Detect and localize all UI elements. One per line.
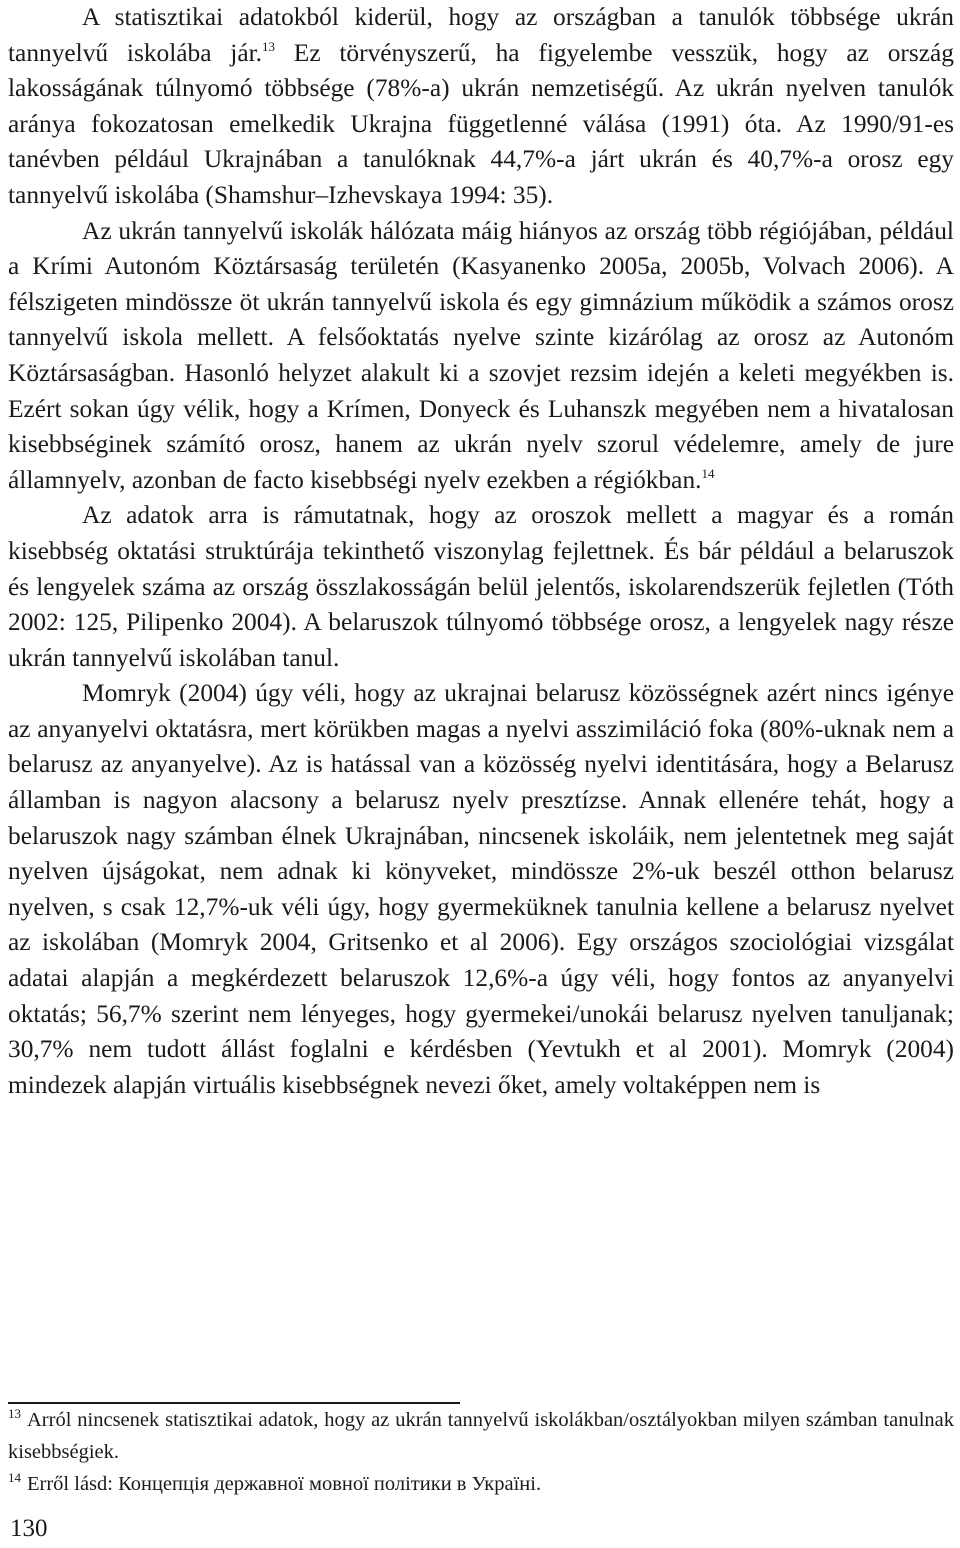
paragraph-2 xyxy=(8,214,954,499)
paragraph-1 xyxy=(8,0,954,214)
page-number: 130 xyxy=(10,1515,48,1542)
footnote-text: Arról nincsenek statisztikai adatok, hogy az ukrán tannyelvű iskolákban/osztályokban milyen számban tanulnak kisebbségiek. xyxy=(8,1409,954,1463)
footnote-ref-14[interactable]: 14 xyxy=(701,465,715,481)
paragraph-2-text: Az ukrán tannyelvű iskolák hálózata máig hiányos az ország több régiójában, például a Krími Autonóm Köztársaság területén (Kasyanenko 2005a, 2005b, Volvach 2006). A félszigeten mindössze öt ukrán tannyelvű iskola és egy gimnázium működik a számos orosz tannyelvű iskola mellett. A felsőoktatás nyelve szinte kizárólag az orosz az Autonóm Köztársaságban. Hasonló helyzet alakult ki a szovjet rezsim idején a keleti megyékben is. Ezért sokan úgy vélik, hogy a Krímen, Donyeck és Luhanszk megyében nem a hivatalosan kisebbséginek számító orosz, hanem az ukrán nyelv szorul védelemre, amely de jure államnyelv, azonban de facto kisebbségi nyelv ezekben a régiókban. xyxy=(8,216,954,494)
footnote-14 xyxy=(8,1468,954,1500)
paragraph-1-text-a: A statisztikai adatokból kiderül, hogy az országban a tanulók többsége ukrán tannyelvű iskolába jár. xyxy=(8,3,954,67)
footnote-marker: 14 xyxy=(8,1470,21,1485)
paragraph-3: Az adatok arra is rámutatnak, hogy az oroszok mellett a magyar és a román kisebbség oktatási struktúrája tekinthető viszonylag fejlettnek. És bár például a belaruszok és lengyelek száma az ország összlakosságán belül jelentős, iskolarendszerük fejletlen (Tóth 2002: 125, Pilipenko 2004). A belaruszok túlnyomó többsége orosz, a lengyelek nagy része ukrán tannyelvű iskolában tanul. xyxy=(8,501,954,672)
footnote-text: Erről lásd: Концепція державної мовної політики в Україні. xyxy=(27,1473,542,1495)
document-page xyxy=(8,0,954,1542)
footnote-marker: 13 xyxy=(8,1406,21,1421)
footnote-ref-13[interactable]: 13 xyxy=(262,38,276,54)
paragraph-4: Momryk (2004) úgy véli, hogy az ukrajnai belarusz közösségnek azért nincs igénye az anyanyelvi oktatásra, mert körükben magas a nyelvi asszimiláció foka (80%-uknak nem a belarusz az anyanyelve). Az is hatással van a közösség nyelvi identitására, hogy a Belarusz államban is nagyon alacsony a belarusz nyelv presztízse. Annak ellenére tehát, hogy a belaruszok nagy számban élnek Ukrajnában, nincsenek iskoláik, nem jelentetnek meg saját nyelven újságokat, nem adnak ki könyveket, mindössze 2%-uk beszél otthon belarusz nyelven, s csak 12,7%-uk véli úgy, hogy gyermeküknek tanulnia kellene a belarusz nyelvet az iskolában (Momryk 2004, Gritsenko et al 2006). Egy országos szociológiai vizsgálat adatai alapján a megkérdezett belaruszok 12,6%-a úgy véli, hogy fontos az anyanyelvi oktatás; 56,7% szerint nem lényeges, hogy gyermekei/unokái belarusz nyelven tanuljanak; 30,7% nem tudott állást foglalni e kérdésben (Yevtukh et al 2001). Momryk (2004) mindezek alapján virtuális kisebbségnek nevezi őket, amely voltaképpen nem is xyxy=(8,679,954,1099)
body-text xyxy=(8,0,954,1103)
footnote-13 xyxy=(8,1404,954,1468)
paragraph-1-text-b: Ez törvényszerű, ha figyelembe vesszük, hogy az ország lakosságának túlnyomó többsége (78%-a) ukrán nemzetiségű. Az ukrán nyelven tanulók aránya fokozatosan emelkedik Ukrajna függetlenné válása (1991) óta. Az 1990/91-es tanévben például Ukrajnában a tanulóknak 44,7%-a járt ukrán és 40,7%-a orosz egy tannyelvű iskolába (Shamshur–Izhevskaya 1994: 35). xyxy=(8,38,954,209)
footnotes xyxy=(8,1404,954,1500)
